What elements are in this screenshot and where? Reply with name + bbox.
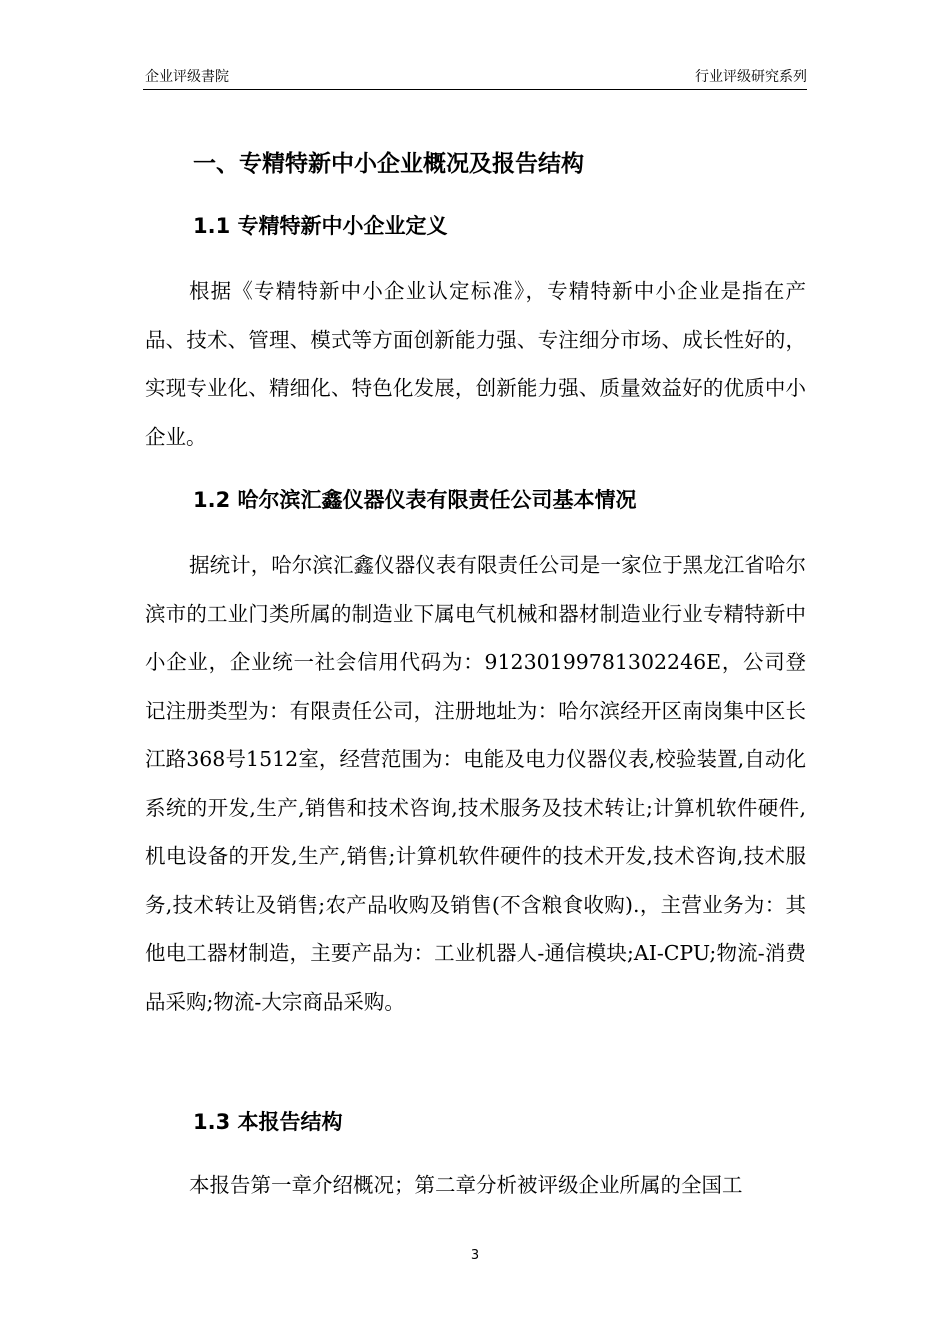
subsection-heading-1-1: 1.1 专精特新中小企业定义 [193, 214, 448, 238]
header-divider [143, 89, 807, 90]
header-publisher: 企业评级書院 [145, 69, 229, 85]
paragraph-company-info: 据统计，哈尔滨汇鑫仪器仪表有限责任公司是一家位于黑龙江省哈尔滨市的工业门类所属的制造业下属电气机械和器材制造业行业专精特新中小企业，企业统一社会信用代码为：91230199781302246E，公司登记注册类型为：有限责任公司，注册地址为：哈尔滨经开区南岗集中区长江路368号1512室，经营范围为：电能及电力仪器仪表,校验装置,自动化系统的开发,生产,销售和技术咨询,技术服务及技术转让;计算机软件硬件,机电设备的开发,生产,销售;计算机软件硬件的技术开发,技术咨询,技术服务,技术转让及销售;农产品收购及销售(不含粮食收购).，主营业务为：其他电工器材制造，主要产品为：工业机器人-通信模块;AI-CPU;物流-消费品采购;物流-大宗商品采购。 [145, 553, 806, 1014]
section-title: 一、专精特新中小企业概况及报告结构 [193, 151, 584, 177]
subsection-heading-1-2: 1.2 哈尔滨汇鑫仪器仪表有限责任公司基本情况 [193, 488, 637, 512]
page-number: 3 [470, 1248, 480, 1263]
header-series: 行业评级研究系列 [695, 69, 807, 85]
paragraph-definition: 根据《专精特新中小企业认定标准》，专精特新中小企业是指在产品、技术、管理、模式等方面创新能力强、专注细分市场、成长性好的，实现专业化、精细化、特色化发展，创新能力强、质量效益好的优质中小企业。 [145, 279, 806, 449]
paragraph-report-structure: 本报告第一章介绍概况；第二章分析被评级企业所属的全国工 [189, 1173, 743, 1197]
subsection-heading-1-3: 1.3 本报告结构 [193, 1110, 343, 1134]
